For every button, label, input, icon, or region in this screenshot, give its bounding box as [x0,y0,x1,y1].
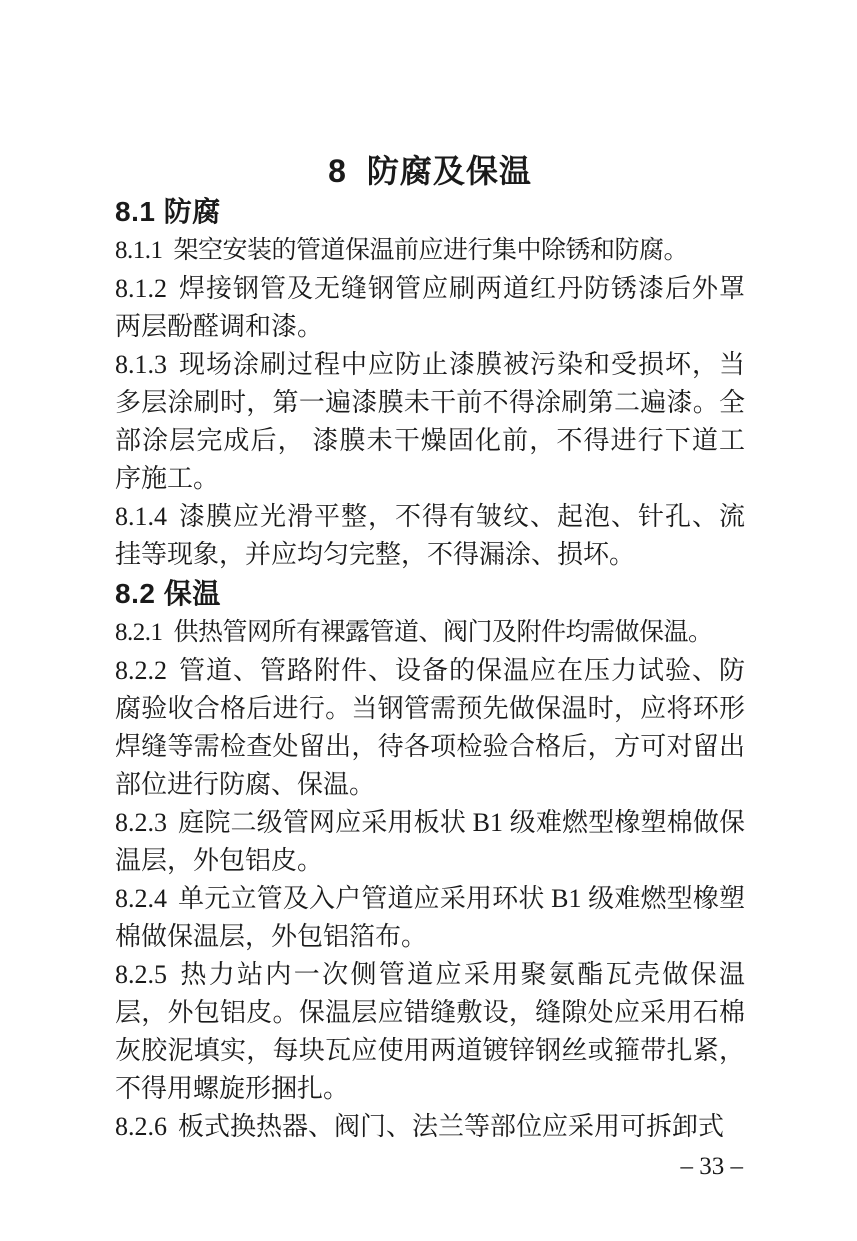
clause-number: 8.2.3 [115,808,167,837]
clause-8-1-3 [115,346,745,498]
clause-text: 管道、管路附件、设备的保温应在压力试验、防腐验收合格后进行。当钢管需预先做保温时，应将环形焊缝等需检查处留出，待各项检验合格后，方可对留出部位进行防腐、保温。 [115,656,745,799]
clause-8-2-1 [115,614,745,652]
clause-text: 庭院二级管网应采用板状 B1 级难燃型橡塑棉做保温层，外包铝皮。 [115,808,745,875]
clause-number: 8.2.5 [115,960,167,989]
section-heading-8-1: 8.1 防腐 [115,196,221,227]
clause-number: 8.2.6 [115,1112,167,1141]
clause-8-1-2 [115,270,745,346]
clause-text: 单元立管及入户管道应采用环状 B1 级难燃型橡塑棉做保温层，外包铝箔布。 [115,884,745,951]
clause-number: 8.2.1 [115,619,163,646]
clause-text: 漆膜应光滑平整，不得有皱纹、起泡、针孔、流挂等现象，并应均匀完整，不得漏涂、损坏。 [115,502,745,569]
clause-number: 8.1.1 [115,237,163,264]
clause-text: 热力站内一次侧管道应采用聚氨酯瓦壳做保温层，外包铝皮。保温层应错缝敷设，缝隙处应采用石棉灰胶泥填实，每块瓦应使用两道镀锌钢丝或箍带扎紧，不得用螺旋形捆扎。 [115,960,745,1103]
clause-text: 架空安装的管道保温前应进行集中除锈和防腐。 [173,237,689,264]
clause-8-1-4 [115,498,745,574]
clause-text: 现场涂刷过程中应防止漆膜被污染和受损坏，当多层涂刷时，第一遍漆膜未干前不得涂刷第二遍漆。全部涂层完成后， 漆膜未干燥固化前，不得进行下道工序施工。 [115,350,745,493]
clause-8-2-4 [115,880,745,956]
clause-number: 8.1.3 [115,350,167,379]
page-number: – 33 – [680,1153,743,1180]
clause-text: 焊接钢管及无缝钢管应刷两道红丹防锈漆后外罩两层酚醛调和漆。 [115,274,745,341]
clause-8-2-5 [115,956,745,1108]
clause-number: 8.1.2 [115,274,167,303]
clause-8-1-1 [115,232,745,270]
clause-text: 供热管网所有裸露管道、阀门及附件均需做保温。 [173,619,713,646]
clause-8-2-2 [115,652,745,804]
section-heading-8-2: 8.2 保温 [115,578,221,609]
clause-8-2-6 [115,1108,745,1146]
clause-8-2-3 [115,804,745,880]
clause-text: 板式换热器、阀门、法兰等部位应采用可拆卸式 [178,1112,725,1141]
chapter-title: 8 防腐及保温 [328,153,532,189]
clause-number: 8.1.4 [115,502,167,531]
clause-number: 8.2.4 [115,884,167,913]
clause-number: 8.2.2 [115,656,167,685]
